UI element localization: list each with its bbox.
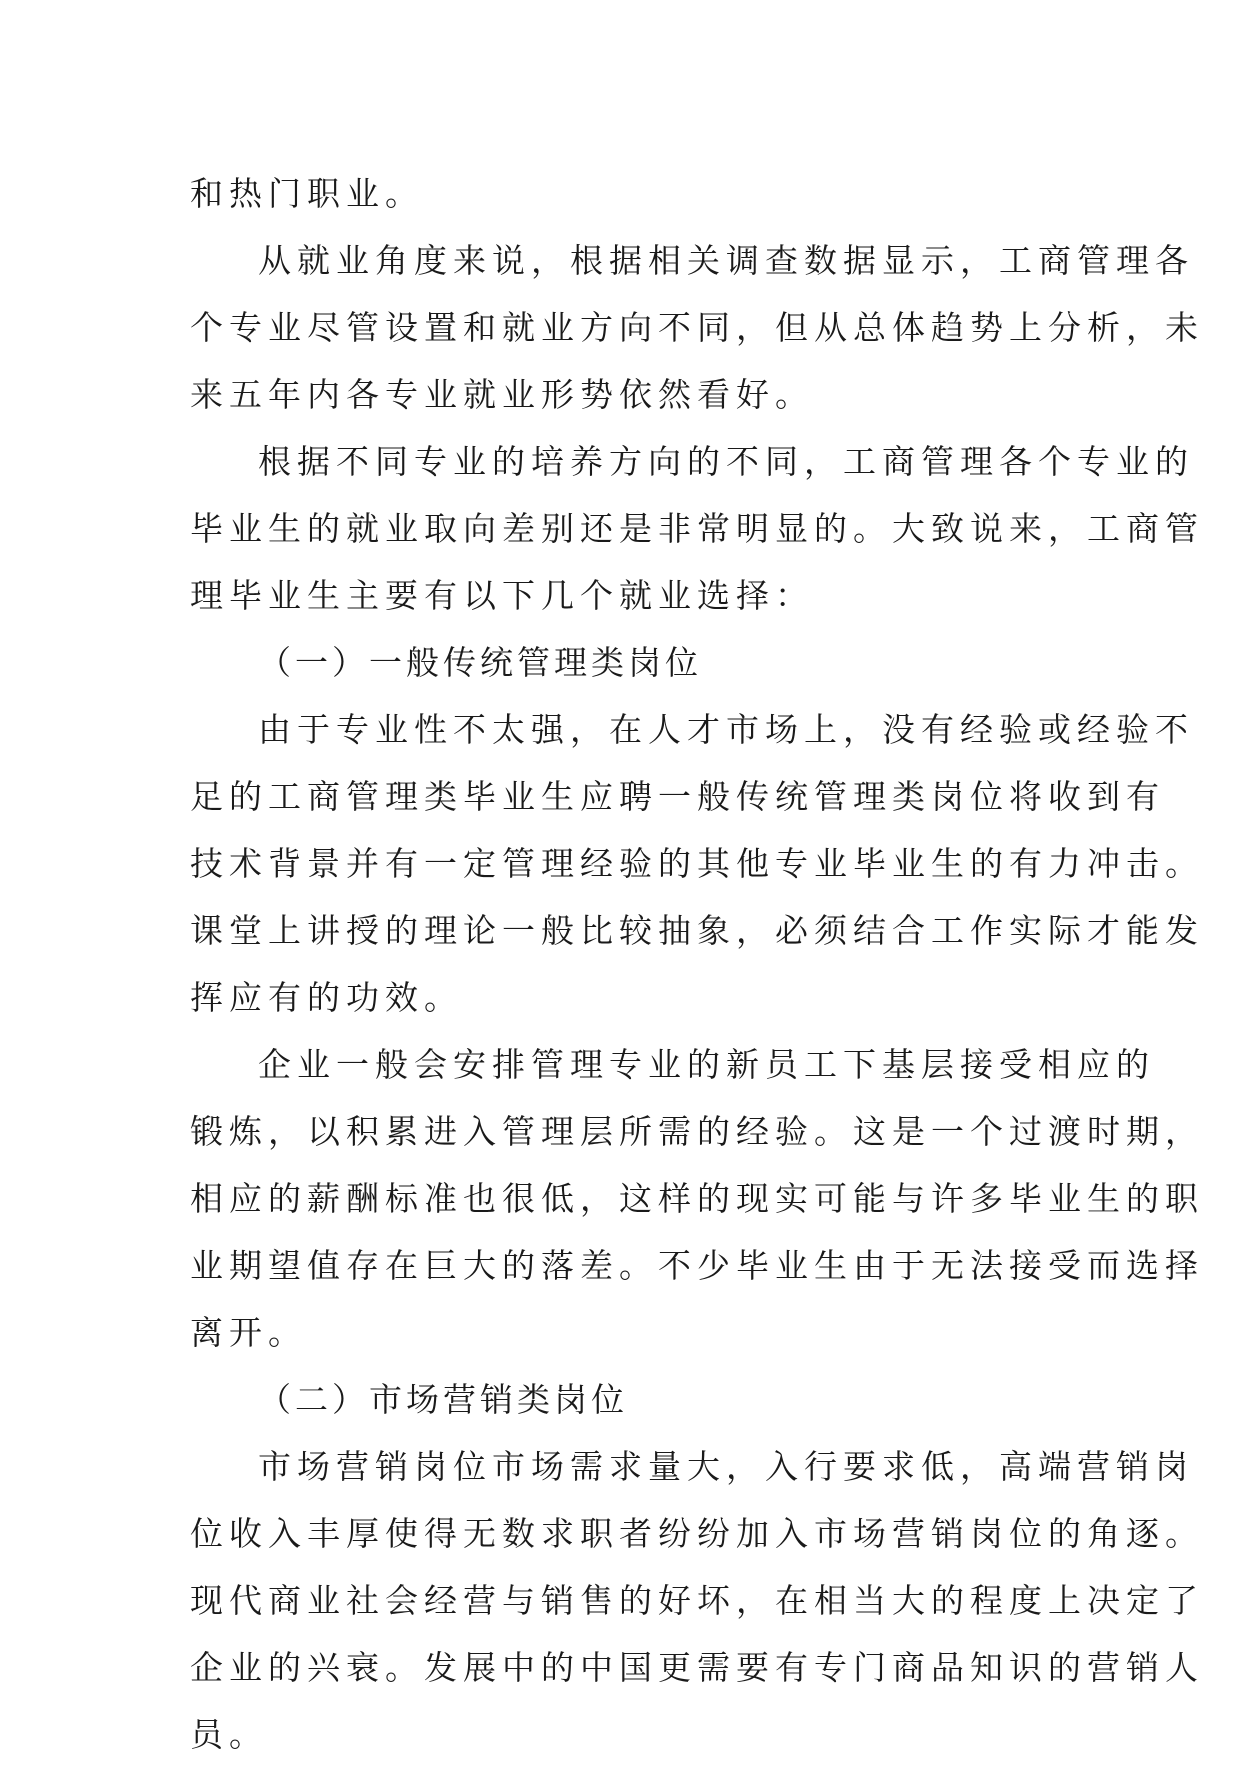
paragraph-line: 企业一般会安排管理专业的新员工下基层接受相应的	[258, 1045, 1155, 1084]
paragraph-line: 理毕业生主要有以下几个就业选择：	[190, 576, 814, 615]
paragraph-line: 锻炼，以积累进入管理层所需的经验。这是一个过渡时期，	[190, 1112, 1204, 1151]
paragraph-line: 挥应有的功效。	[190, 978, 463, 1017]
paragraph-line: 和热门职业。	[190, 174, 424, 213]
paragraph-line: 技术背景并有一定管理经验的其他专业毕业生的有力冲击。	[190, 844, 1204, 883]
paragraph-line: 业期望值存在巨大的落差。不少毕业生由于无法接受而选择	[190, 1246, 1204, 1285]
paragraph-line: 市场营销岗位市场需求量大，入行要求低，高端营销岗	[258, 1447, 1194, 1486]
paragraph-line: 由于专业性不太强，在人才市场上，没有经验或经验不	[258, 710, 1194, 749]
paragraph-line: 员。	[190, 1715, 268, 1754]
paragraph-line: 课堂上讲授的理论一般比较抽象，必须结合工作实际才能发	[190, 911, 1204, 950]
paragraph-line: 毕业生的就业取向差别还是非常明显的。大致说来，工商管	[190, 509, 1204, 548]
paragraph-line: 从就业角度来说，根据相关调查数据显示，工商管理各	[258, 241, 1194, 280]
paragraph-line: 企业的兴衰。发展中的中国更需要有专门商品知识的营销人	[190, 1648, 1204, 1687]
paragraph-line: 根据不同专业的培养方向的不同，工商管理各个专业的	[258, 442, 1194, 481]
paragraph-line: 相应的薪酬标准也很低，这样的现实可能与许多毕业生的职	[190, 1179, 1204, 1218]
paragraph-line: 足的工商管理类毕业生应聘一般传统管理类岗位将收到有	[190, 777, 1165, 816]
paragraph-line: 现代商业社会经营与销售的好坏，在相当大的程度上决定了	[190, 1581, 1204, 1620]
section-heading: （二）市场营销类岗位	[258, 1380, 628, 1419]
paragraph-line: 位收入丰厚使得无数求职者纷纷加入市场营销岗位的角逐。	[190, 1514, 1204, 1553]
paragraph-line: 离开。	[190, 1313, 307, 1352]
paragraph-line: 个专业尽管设置和就业方向不同，但从总体趋势上分析，未	[190, 308, 1204, 347]
section-heading: （一）一般传统管理类岗位	[258, 643, 702, 682]
document-body	[190, 160, 1204, 1768]
paragraph-line: 来五年内各专业就业形势依然看好。	[190, 375, 814, 414]
